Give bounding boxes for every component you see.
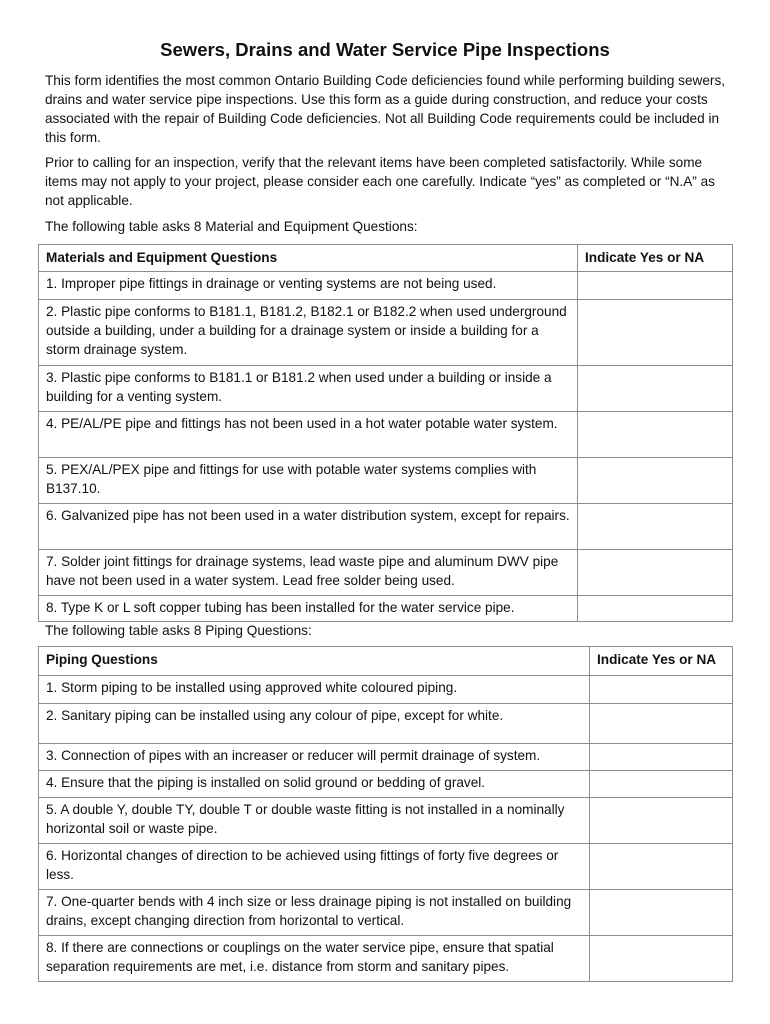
form-title: Sewers, Drains and Water Service Pipe Inspections: [160, 39, 610, 60]
question-cell: 2. Sanitary piping can be installed using any colour of pipe, except for white.: [39, 704, 590, 744]
table-row: [39, 300, 733, 366]
question-column-header: Materials and Equipment Questions: [39, 245, 578, 272]
table-row: [39, 458, 733, 504]
table-row: [39, 504, 733, 550]
question-cell: 3. Plastic pipe conforms to B181.1 or B181.2 when used under a building or inside a building for a venting system.: [39, 366, 578, 412]
question-cell: 8. Type K or L soft copper tubing has been installed for the water service pipe.: [39, 596, 578, 622]
answer-cell[interactable]: [578, 504, 733, 550]
answer-cell[interactable]: [578, 272, 733, 300]
answer-cell[interactable]: [590, 936, 733, 982]
question-cell: 4. PE/AL/PE pipe and fittings has not been used in a hot water potable water system.: [39, 412, 578, 458]
answer-cell[interactable]: [590, 704, 733, 744]
table-row: [39, 704, 733, 744]
question-cell: 7. One-quarter bends with 4 inch size or less drainage piping is not installed on building drains, except changing direction from horizontal to vertical.: [39, 890, 590, 936]
table-header-row: [39, 647, 733, 676]
table-row: [39, 272, 733, 300]
question-cell: 1. Storm piping to be installed using approved white coloured piping.: [39, 676, 590, 704]
answer-cell[interactable]: [590, 798, 733, 844]
question-cell: 1. Improper pipe fittings in drainage or venting systems are not being used.: [39, 272, 578, 300]
answer-column-header: Indicate Yes or NA: [578, 245, 733, 272]
question-cell: 4. Ensure that the piping is installed on solid ground or bedding of gravel.: [39, 771, 590, 798]
answer-cell[interactable]: [578, 458, 733, 504]
table-row: [39, 366, 733, 412]
table-row: [39, 596, 733, 622]
question-cell: 3. Connection of pipes with an increaser or reducer will permit drainage of system.: [39, 744, 590, 771]
table-row: [39, 550, 733, 596]
table-row: [39, 744, 733, 771]
question-cell: 6. Galvanized pipe has not been used in a water distribution system, except for repairs.: [39, 504, 578, 550]
answer-cell[interactable]: [578, 550, 733, 596]
answer-cell[interactable]: [578, 366, 733, 412]
piping-questions-table: [38, 646, 733, 982]
instructions-paragraph: Prior to calling for an inspection, verify that the relevant items have been completed satisfactorily. While some items may not apply to your project, please consider each one carefully. Indicate “yes” as completed or “N.A” as not applicable.: [45, 155, 715, 208]
table-row: [39, 771, 733, 798]
table-header-row: [39, 245, 733, 272]
table-row: [39, 798, 733, 844]
table-row: [39, 936, 733, 982]
materials-equipment-table: [38, 244, 733, 622]
question-cell: 8. If there are connections or couplings on the water service pipe, ensure that spatial separation requirements are met, i.e. distance from storm and sanitary pipes.: [39, 936, 590, 982]
answer-cell[interactable]: [578, 596, 733, 622]
answer-cell[interactable]: [590, 676, 733, 704]
table-row: [39, 844, 733, 890]
question-cell: 6. Horizontal changes of direction to be achieved using fittings of forty five degrees or less.: [39, 844, 590, 890]
intro-paragraph: This form identifies the most common Ontario Building Code deficiencies found while performing building sewers, drains and water service pipe inspections. Use this form as a guide during construction, and reduce your costs associated with the repair of Building Code deficiencies. Not all Building Code requirements could be included in this form.: [45, 73, 726, 145]
question-column-header: Piping Questions: [39, 647, 590, 676]
answer-cell[interactable]: [578, 412, 733, 458]
answer-column-header: Indicate Yes or NA: [590, 647, 733, 676]
question-cell: 2. Plastic pipe conforms to B181.1, B181.2, B182.1 or B182.2 when used underground outside a building, under a building for a drainage system or inside a building for a storm drainage system.: [39, 300, 578, 366]
table1-intro: The following table asks 8 Material and Equipment Questions:: [45, 219, 418, 234]
answer-cell[interactable]: [590, 771, 733, 798]
question-cell: 7. Solder joint fittings for drainage systems, lead waste pipe and aluminum DWV pipe have not been used in a water system. Lead free solder being used.: [39, 550, 578, 596]
table2-intro: The following table asks 8 Piping Questions:: [45, 623, 312, 638]
answer-cell[interactable]: [590, 844, 733, 890]
table-row: [39, 676, 733, 704]
question-cell: 5. A double Y, double TY, double T or double waste fitting is not installed in a nominally horizontal soil or waste pipe.: [39, 798, 590, 844]
answer-cell[interactable]: [590, 744, 733, 771]
table-row: [39, 890, 733, 936]
answer-cell[interactable]: [590, 890, 733, 936]
answer-cell[interactable]: [578, 300, 733, 366]
question-cell: 5. PEX/AL/PEX pipe and fittings for use with potable water systems complies with B137.10.: [39, 458, 578, 504]
table-row: [39, 412, 733, 458]
